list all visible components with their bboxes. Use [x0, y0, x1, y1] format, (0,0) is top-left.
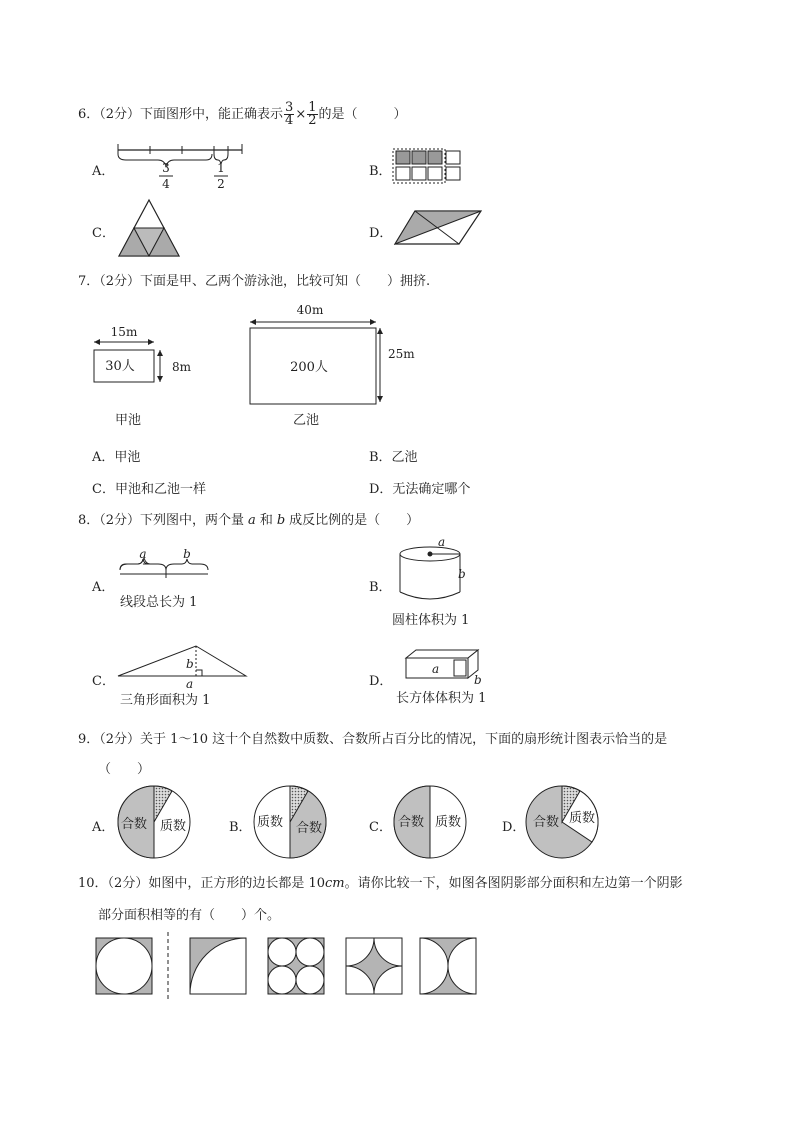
q8-option-c-label[interactable]: C．	[92, 674, 115, 689]
a-composite: 合数	[120, 817, 148, 832]
q6-option-c-label[interactable]: C．	[92, 226, 115, 241]
pool2-height: 25m	[388, 347, 415, 361]
c-prime: 质数	[434, 815, 462, 830]
q8-option-b-label[interactable]: B．	[369, 580, 392, 595]
q7-option-a[interactable]: A．甲池	[92, 450, 141, 465]
q9-option-b-label[interactable]: B．	[229, 820, 252, 835]
q6-stem-prefix: 6．（2分）下面图形中，能正确表示	[78, 107, 284, 122]
b-var-b: b	[458, 567, 466, 581]
q9-option-a-label[interactable]: A．	[92, 820, 115, 835]
pool2-people: 200人	[290, 360, 328, 375]
q6-option-a-figure	[112, 140, 252, 195]
q10-fig-quarter-arc	[190, 938, 246, 994]
q8-stem-2: 和	[259, 513, 273, 528]
q10-fig-star	[346, 938, 402, 994]
q10-stem-2: 。请你比较一下，如图各图阴影部分面积和左边第一个阴影	[344, 876, 683, 891]
b-composite: 合数	[295, 821, 323, 836]
q8-option-b-figure	[390, 536, 490, 630]
a-frac-den: 4	[162, 177, 170, 191]
b-var-a: a	[438, 535, 446, 549]
pool1-name: 甲池	[114, 413, 142, 428]
q8-option-d-figure	[392, 644, 502, 708]
q8-var-a: a	[248, 513, 256, 528]
q6-stem-close: ）	[393, 107, 407, 122]
q8-stem	[78, 509, 419, 528]
q6-option-d-label[interactable]: D．	[369, 226, 393, 241]
fraction-three-quarters	[284, 102, 294, 127]
q9-option-c-label[interactable]: C．	[369, 820, 392, 835]
q10-fig-circle-in-square	[96, 938, 152, 994]
q8-option-a-label[interactable]: A．	[92, 580, 115, 595]
d-var-b: b	[474, 673, 482, 687]
q10-stem-line1	[78, 872, 683, 891]
q7-option-d[interactable]: D．无法确定哪个	[369, 482, 471, 497]
q10-fig-side-semicircles	[420, 938, 476, 994]
a-var-a: a	[139, 547, 147, 561]
a-caption: 线段总长为 1	[120, 595, 198, 610]
q8-stem-3: 成反比例的是（ ）	[289, 513, 420, 528]
frac-den: 2	[308, 113, 317, 128]
a-frac-num: 1	[217, 161, 225, 175]
q6-option-b-figure	[390, 146, 470, 186]
q7-stem: 7．（2分）下面是甲、乙两个游泳池，比较可知（ ）拥挤.	[78, 274, 431, 289]
d-var-a: a	[432, 662, 440, 676]
b-prime: 质数	[256, 815, 284, 830]
q8-option-d-label[interactable]: D．	[369, 674, 393, 689]
times-sign: ×	[295, 107, 307, 122]
fraction-half	[307, 102, 317, 127]
q8-stem-1: 8．（2分）下列图中，两个量	[78, 513, 245, 528]
c-composite: 合数	[397, 815, 425, 830]
q10-stem-line2: 部分面积相等的有（ ）个。	[98, 908, 281, 923]
q6-stem	[78, 102, 407, 127]
a-var-b: b	[183, 547, 191, 561]
a-frac-den: 2	[217, 177, 225, 191]
c-var-b: b	[186, 657, 194, 671]
pool1-width: 15m	[110, 325, 138, 339]
frac-den: 4	[285, 113, 294, 128]
pool2-width: 40m	[296, 303, 324, 317]
q6-option-b-label[interactable]: B．	[369, 164, 392, 179]
q7-option-c[interactable]: C．甲池和乙池一样	[92, 482, 206, 497]
q10-unit: cm	[325, 876, 345, 891]
frac-num: 3	[285, 100, 294, 115]
q6-option-c-figure	[114, 196, 184, 260]
frac-num: 1	[308, 100, 317, 115]
a-prime: 质数	[159, 819, 187, 834]
b-caption: 圆柱体积为 1	[392, 613, 470, 628]
pool2-name: 乙池	[292, 413, 320, 428]
q8-option-c-figure	[114, 640, 254, 710]
q7-option-b[interactable]: B．乙池	[369, 450, 418, 465]
q10-figures	[94, 932, 484, 1004]
pool1-height: 8m	[172, 360, 192, 374]
q6-option-d-figure	[393, 208, 485, 248]
q8-var-b: b	[276, 513, 286, 528]
q9-option-a-pie	[116, 784, 192, 860]
q9-option-d-pie	[524, 784, 600, 860]
q9-option-b-pie	[252, 784, 328, 860]
d-caption: 长方体体积为 1	[396, 691, 487, 706]
c-caption: 三角形面积为 1	[120, 693, 211, 708]
q9-option-c-pie	[392, 784, 468, 860]
q10-fig-four-circles	[268, 938, 324, 994]
q8-option-a-figure	[112, 547, 222, 612]
d-composite: 合数	[532, 815, 560, 830]
q9-stem: 9．（2分）关于 1～10 这十个自然数中质数、合数所占百分比的情况，下面的扇形统计图表示恰当的是	[78, 732, 668, 747]
c-var-a: a	[186, 677, 194, 691]
q6-option-a-label[interactable]: A．	[92, 164, 115, 179]
a-frac-num: 3	[162, 161, 170, 175]
q10-stem-1: 10．（2分）如图中，正方形的边长都是 10	[78, 876, 325, 891]
q6-stem-suffix: 的是（	[318, 107, 358, 122]
d-prime: 质数	[568, 811, 596, 826]
q7-pool-figure	[90, 298, 430, 433]
pool1-people: 30人	[105, 359, 135, 374]
q9-stem-2: （ ）	[98, 762, 151, 777]
q9-option-d-label[interactable]: D．	[502, 820, 526, 835]
